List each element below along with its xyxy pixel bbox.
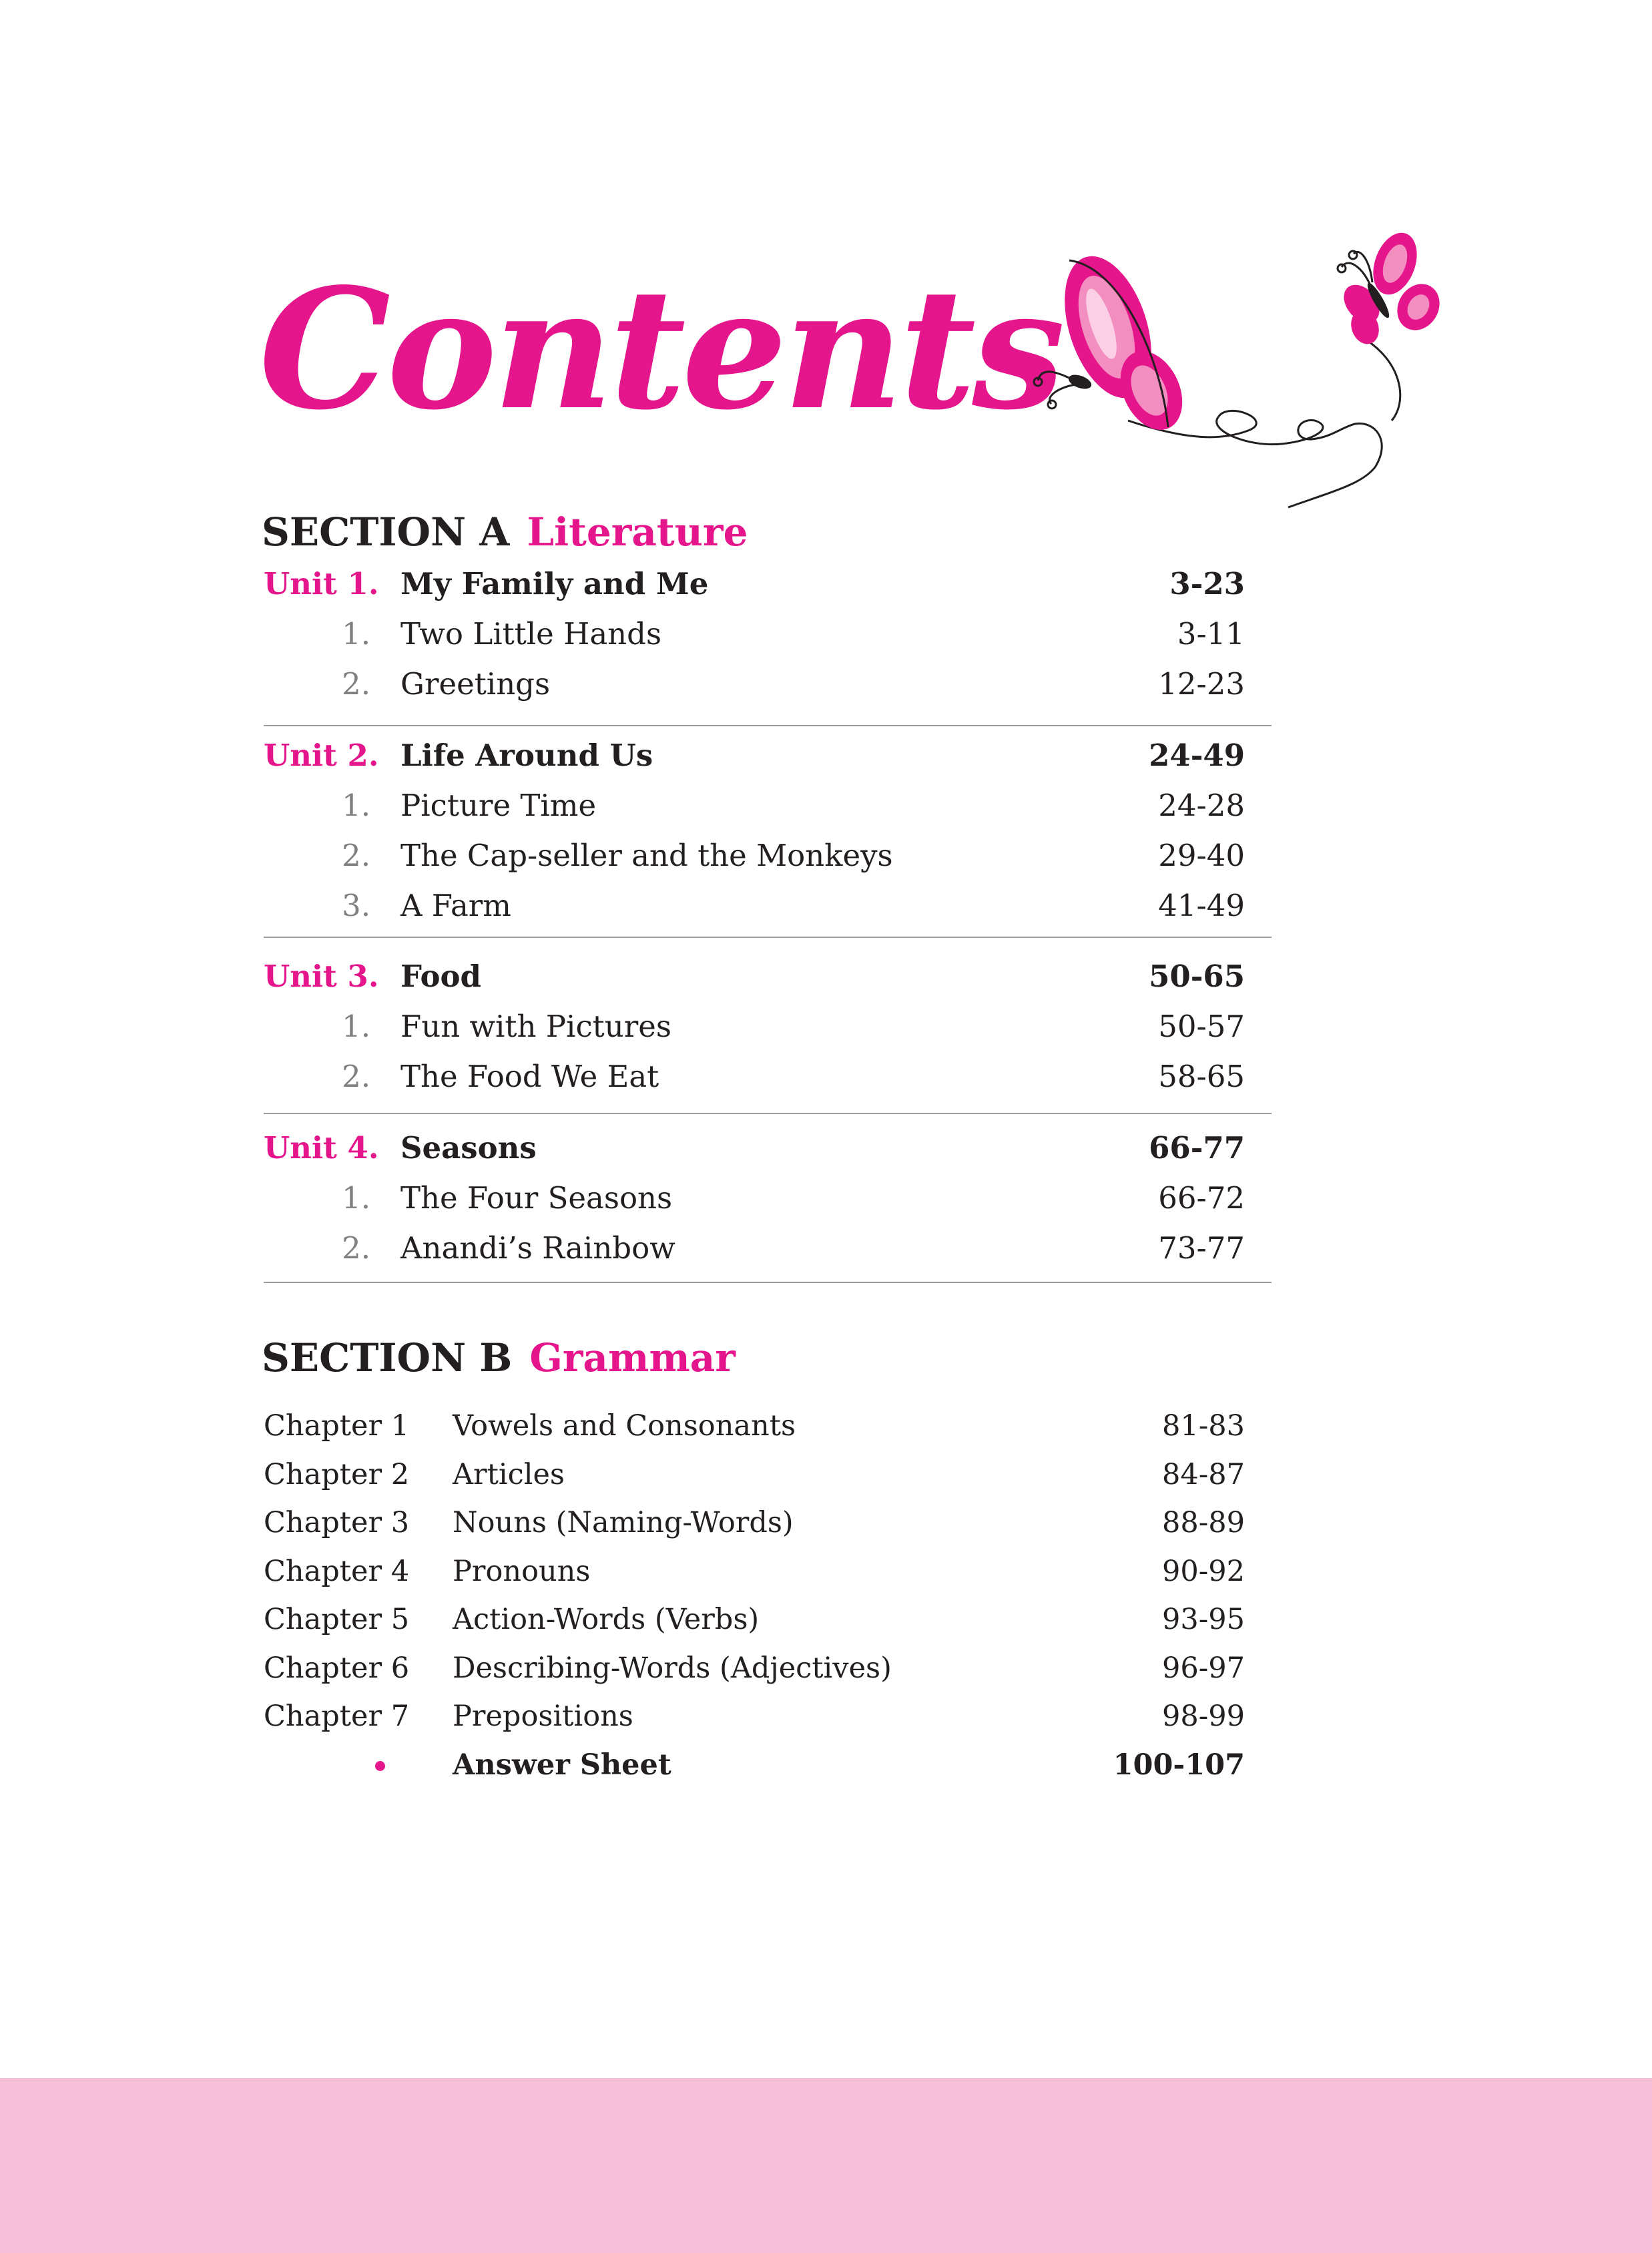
unit-title: Life Around Us: [400, 738, 653, 773]
chapter-title: Articles: [453, 1457, 565, 1491]
lesson-number: 2.: [342, 1230, 370, 1266]
chapter-pages: 98-99: [1162, 1700, 1245, 1733]
chapter-title: Prepositions: [453, 1700, 633, 1733]
lesson-pages: 66-72: [1158, 1180, 1245, 1216]
unit-pages: 66-77: [1149, 1130, 1245, 1166]
chapter-label: Chapter 7: [264, 1700, 410, 1733]
lesson-pages: 24-28: [1158, 788, 1245, 823]
unit-header: [264, 730, 1272, 780]
unit-1: [264, 559, 1272, 709]
lesson-title: A Farm: [400, 888, 511, 923]
unit-pages: 3-23: [1169, 566, 1245, 601]
chapter-pages: 81-83: [1162, 1409, 1245, 1443]
lesson-pages: 12-23: [1158, 666, 1245, 702]
lesson-row: [264, 780, 1272, 830]
lesson-number: 2.: [342, 1059, 370, 1094]
lesson-number: 2.: [342, 666, 370, 702]
chapter-row: [264, 1595, 1272, 1644]
lesson-title: Greetings: [400, 666, 551, 702]
unit-3: [264, 951, 1272, 1101]
section-b-heading: [262, 1335, 736, 1381]
page-title: Contents: [259, 252, 1061, 447]
answer-sheet-pages: 100-107: [1113, 1748, 1245, 1782]
answer-sheet-title: Answer Sheet: [453, 1748, 671, 1782]
lesson-row: [264, 1051, 1272, 1101]
lesson-row: [264, 1173, 1272, 1223]
answer-sheet-row: [264, 1741, 1272, 1790]
lesson-number: 1.: [342, 1180, 370, 1216]
chapter-row: [264, 1402, 1272, 1451]
unit-label: Unit 4.: [264, 1130, 379, 1166]
chapter-title: Vowels and Consonants: [453, 1409, 796, 1443]
chapter-label: Chapter 1: [264, 1409, 410, 1443]
lesson-number: 1.: [342, 1009, 370, 1044]
lesson-number: 1.: [342, 616, 370, 652]
unit-label: Unit 1.: [264, 566, 379, 601]
lesson-pages: 3-11: [1177, 616, 1245, 652]
chapter-title: Nouns (Naming-Words): [453, 1506, 794, 1539]
unit-label: Unit 2.: [264, 738, 379, 773]
lesson-title: The Four Seasons: [400, 1180, 673, 1216]
chapter-row: [264, 1644, 1272, 1693]
unit-4: [264, 1123, 1272, 1273]
lesson-row: [264, 881, 1272, 931]
chapter-pages: 93-95: [1162, 1603, 1245, 1636]
unit-pages: 24-49: [1149, 738, 1245, 773]
unit-label: Unit 3.: [264, 959, 379, 994]
chapter-pages: 96-97: [1162, 1651, 1245, 1685]
lesson-title: Anandi’s Rainbow: [400, 1230, 675, 1266]
lesson-pages: 73-77: [1158, 1230, 1245, 1266]
section-a-heading: [262, 509, 748, 555]
chapter-label: Chapter 4: [264, 1554, 410, 1588]
chapter-row: [264, 1499, 1272, 1547]
lesson-title: Two Little Hands: [400, 616, 662, 652]
bullet-icon: [375, 1761, 385, 1771]
chapter-title: Describing-Words (Adjectives): [453, 1651, 892, 1685]
unit-divider: [264, 937, 1272, 938]
unit-title: Seasons: [400, 1130, 537, 1166]
chapter-label: Chapter 3: [264, 1506, 410, 1539]
chapter-title: Pronouns: [453, 1554, 591, 1588]
unit-2: [264, 730, 1272, 931]
butterfly-large-icon: [1034, 245, 1194, 439]
lesson-pages: 29-40: [1158, 838, 1245, 873]
chapter-row: [264, 1692, 1272, 1741]
grammar-chapter-list: [264, 1402, 1272, 1789]
section-b-label: SECTION B: [262, 1335, 513, 1381]
lesson-number: 2.: [342, 838, 370, 873]
chapter-label: Chapter 2: [264, 1457, 410, 1491]
lesson-number: 1.: [342, 788, 370, 823]
unit-title: My Family and Me: [400, 566, 709, 601]
lesson-row: [264, 659, 1272, 709]
lesson-row: [264, 1223, 1272, 1273]
unit-divider: [264, 1113, 1272, 1114]
section-a-name: Literature: [527, 509, 748, 555]
chapter-pages: 84-87: [1162, 1457, 1245, 1491]
footer-band: [0, 2078, 1652, 2253]
chapter-pages: 90-92: [1162, 1554, 1245, 1588]
lesson-title: Fun with Pictures: [400, 1009, 671, 1044]
unit-title: Food: [400, 959, 481, 994]
chapter-row: [264, 1547, 1272, 1596]
unit-header: [264, 559, 1272, 609]
unit-divider: [264, 1282, 1272, 1283]
chapter-label: Chapter 5: [264, 1603, 410, 1636]
unit-header: [264, 1123, 1272, 1173]
chapter-label: Chapter 6: [264, 1651, 410, 1685]
butterfly-small-icon: [1337, 227, 1442, 348]
lesson-title: The Cap-seller and the Monkeys: [400, 838, 893, 873]
lesson-row: [264, 609, 1272, 659]
lesson-title: Picture Time: [400, 788, 597, 823]
chapter-pages: 88-89: [1162, 1506, 1245, 1539]
lesson-pages: 58-65: [1158, 1059, 1245, 1094]
section-b-name: Grammar: [529, 1335, 736, 1381]
unit-divider: [264, 725, 1272, 726]
chapter-row: [264, 1451, 1272, 1499]
section-a-label: SECTION A: [262, 509, 510, 555]
lesson-title: The Food We Eat: [400, 1059, 659, 1094]
lesson-row: [264, 830, 1272, 881]
unit-pages: 50-65: [1149, 959, 1245, 994]
unit-header: [264, 951, 1272, 1001]
lesson-number: 3.: [342, 888, 370, 923]
butterflies-illustration: [1028, 227, 1442, 521]
lesson-pages: 41-49: [1158, 888, 1245, 923]
lesson-row: [264, 1001, 1272, 1051]
lesson-pages: 50-57: [1158, 1009, 1245, 1044]
chapter-title: Action-Words (Verbs): [453, 1603, 760, 1636]
